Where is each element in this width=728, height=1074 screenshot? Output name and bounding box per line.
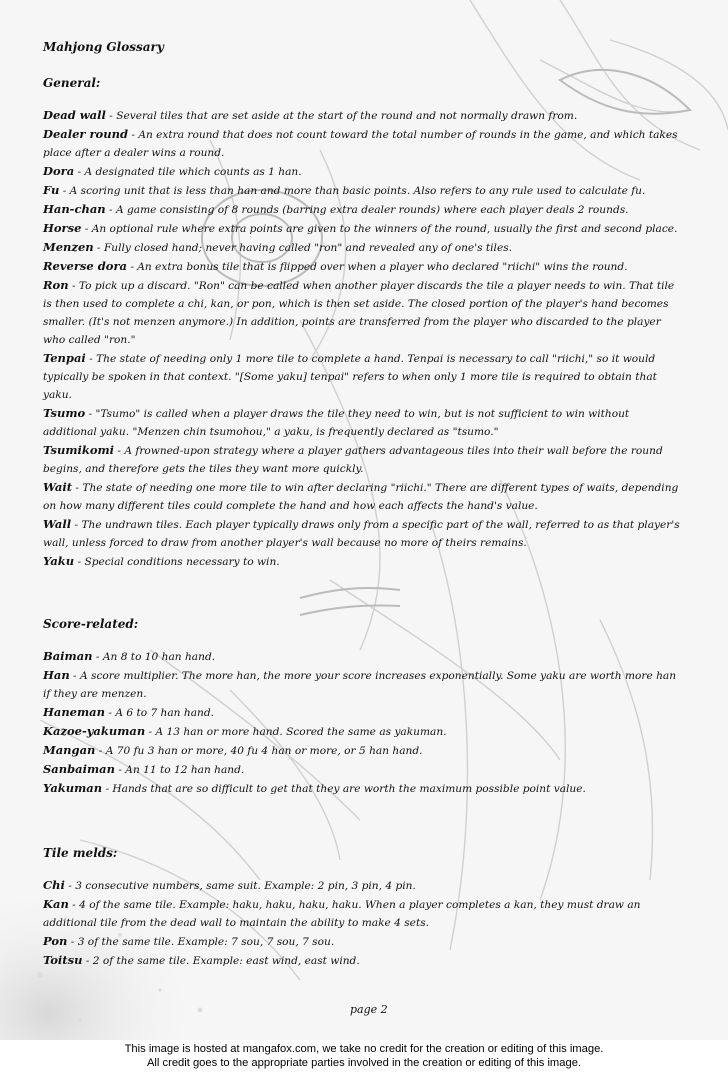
glossary-definition: To pick up a discard. "Ron" can be called when another player discards the tile a player needs to win. That tile is then used to complete a chi, kan, or pon, which is then set aside. The closed portion of the player's hand becomes smaller. (It's not menzen anymore.) In addition, points are transferred from the player who discarded to the player who called "ron."	[43, 280, 675, 346]
page-number: page 2	[350, 1003, 388, 1016]
glossary-term: Kazoe-yakuman	[43, 724, 146, 738]
glossary-term: Baiman	[43, 649, 93, 663]
glossary-definition: An optional rule where extra points are given to the winners of the round, usually the first and second place.	[91, 223, 678, 235]
glossary-sections	[43, 74, 683, 970]
glossary-term: Tenpai	[43, 351, 86, 365]
glossary-entry: Pon - 3 of the same tile. Example: 7 sou, 7 sou, 7 sou.	[43, 934, 335, 948]
glossary-term: Dead wall	[43, 108, 106, 122]
glossary-term: Yaku	[43, 554, 75, 568]
glossary-term: Tsumikomi	[43, 443, 115, 457]
glossary-entry: Haneman - A 6 to 7 han hand.	[43, 705, 214, 719]
glossary-entry: Dead wall - Several tiles that are set aside at the start of the round and not normally drawn from.	[43, 108, 578, 122]
section-heading: General:	[43, 76, 101, 90]
glossary-term: Dora	[43, 164, 75, 178]
glossary-definition: The state of needing only 1 more tile to complete a hand. Tenpai is necessary to call "riichi," so it would typically be spoken in that context. "[Some yaku] tenpai" refers to when only 1 more tile is required to obtain that yaku.	[43, 353, 657, 401]
glossary-definition: The undrawn tiles. Each player typically draws only from a specific part of the wall, referred to as that player's wall, unless forced to draw from another player's wall because no more of theirs remains.	[43, 519, 680, 549]
glossary-entry: Dora - A designated tile which counts as 1 han.	[43, 164, 302, 178]
glossary-term: Han	[43, 668, 70, 682]
glossary-term: Kan	[43, 897, 69, 911]
glossary-entry: Mangan - A 70 fu 3 han or more, 40 fu 4 han or more, or 5 han hand.	[43, 743, 423, 757]
glossary-definition: Fully closed hand; never having called "ron" and revealed any of one's tiles.	[103, 242, 513, 254]
glossary-entry: Kan - 4 of the same tile. Example: haku, haku, haku, haku. When a player completes a kan, they must draw an additional tile from the dead wall to maintain the ability to make 4 sets.	[43, 897, 641, 929]
glossary-definition: 3 consecutive numbers, same suit. Example: 2 pin, 3 pin, 4 pin.	[75, 880, 416, 892]
glossary-entry: Wait - The state of needing one more tile to win after declaring "riichi." There are different types of waits, depending on how many different tiles could complete the hand and how each affects the hand's value.	[43, 480, 679, 512]
glossary-term: Sanbaiman	[43, 762, 115, 776]
glossary-definition: 3 of the same tile. Example: 7 sou, 7 sou, 7 sou.	[77, 936, 335, 948]
glossary-term: Horse	[43, 221, 82, 235]
glossary-term: Dealer round	[43, 127, 128, 141]
glossary-term: Menzen	[43, 240, 94, 254]
glossary-entry: Han - A score multiplier. The more han, the more your score increases exponentially. Some yaku are worth more han if they are menzen.	[43, 668, 677, 700]
glossary-entry: Horse - An optional rule where extra points are given to the winners of the round, usually the first and second place.	[43, 221, 678, 235]
glossary-entry: Tsumikomi - A frowned-upon strategy where a player gathers advantageous tiles into their wall before the round begins, and therefore gets the tiles they want more quickly.	[43, 443, 663, 475]
glossary-entry: Baiman - An 8 to 10 han hand.	[43, 649, 216, 663]
glossary-term: Tsumo	[43, 406, 86, 420]
credit-line-2: All credit goes to the appropriate parties involved in the creation or editing of this image.	[146, 1057, 582, 1069]
glossary-entry: Fu - A scoring unit that is less than han and more than basic points. Also refers to any rule used to calculate fu.	[43, 183, 646, 197]
glossary-entry: Sanbaiman - An 11 to 12 han hand.	[43, 762, 245, 776]
glossary-definition: A scoring unit that is less than han and more than basic points. Also refers to any rule used to calculate fu.	[69, 185, 646, 197]
glossary-section	[43, 615, 683, 798]
glossary-entry: Menzen - Fully closed hand; never having called "ron" and revealed any of one's tiles.	[43, 240, 513, 254]
glossary-term: Yakuman	[43, 781, 103, 795]
glossary-entry: Wall - The undrawn tiles. Each player typically draws only from a specific part of the wall, referred to as that player's wall, unless forced to draw from another player's wall because no more of theirs remains.	[43, 517, 680, 549]
glossary-term: Toitsu	[43, 953, 83, 967]
glossary-definition: A designated tile which counts as 1 han.	[84, 166, 302, 178]
document-title: Mahjong Glossary	[43, 40, 164, 54]
glossary-definition: An extra round that does not count toward the total number of rounds in the game, and which takes place after a dealer wins a round.	[43, 129, 678, 159]
glossary-entry: Han-chan - A game consisting of 8 rounds (barring extra dealer rounds) where each player deals 2 rounds.	[43, 202, 629, 216]
glossary-section	[43, 844, 683, 970]
glossary-section	[43, 74, 683, 571]
glossary-entry: Ron - To pick up a discard. "Ron" can be called when another player discards the tile a player needs to win. That tile is then used to complete a chi, kan, or pon, which is then set aside. The closed portion of the player's hand becomes smaller. (It's not menzen anymore.) In addition, points are transferred from the player who discarded to the player who called "ron."	[43, 278, 675, 346]
glossary-definition: The state of needing one more tile to win after declaring "riichi." There are different types of waits, depending on how many different tiles could complete the hand and how each affects the hand's value.	[43, 482, 679, 512]
glossary-definition: An extra bonus tile that is flipped over when a player who declared "riichi" wins the round.	[137, 261, 628, 273]
glossary-definition: An 8 to 10 han hand.	[102, 651, 216, 663]
glossary-term: Ron	[43, 278, 69, 292]
glossary-term: Wait	[43, 480, 73, 494]
glossary-content	[43, 38, 683, 970]
glossary-definition: Several tiles that are set aside at the start of the round and not normally drawn from.	[116, 110, 578, 122]
glossary-definition: Hands that are so difficult to get that they are worth the maximum possible point value.	[112, 783, 586, 795]
glossary-definition: A 70 fu 3 han or more, 40 fu 4 han or more, or 5 han hand.	[105, 745, 423, 757]
section-heading: Score-related:	[43, 617, 139, 631]
glossary-term: Fu	[43, 183, 60, 197]
glossary-entry: Tenpai - The state of needing only 1 more tile to complete a hand. Tenpai is necessary to call "riichi," so it would typically be spoken in that context. "[Some yaku] tenpai" refers to when only 1 more tile is required to obtain that yaku.	[43, 351, 657, 401]
glossary-term: Pon	[43, 934, 68, 948]
glossary-definition: A frowned-upon strategy where a player gathers advantageous tiles into their wall before the round begins, and therefore gets the tiles they want more quickly.	[43, 445, 663, 475]
section-heading: Tile melds:	[43, 846, 118, 860]
glossary-entry: Chi - 3 consecutive numbers, same suit. Example: 2 pin, 3 pin, 4 pin.	[43, 878, 416, 892]
glossary-term: Haneman	[43, 705, 105, 719]
glossary-definition: "Tsumo" is called when a player draws the tile they need to win, but is not sufficient to win without additional yaku. "Menzen chin tsumohou," a yaku, is frequently declared as "tsumo."	[43, 408, 630, 438]
glossary-entry: Kazoe-yakuman - A 13 han or more hand. Scored the same as yakuman.	[43, 724, 447, 738]
credit-notice	[0, 1042, 728, 1070]
credit-line-1: This image is hosted at mangafox.com, we take no credit for the creation or editing of this image.	[124, 1043, 604, 1055]
glossary-definition: Special conditions necessary to win.	[84, 556, 280, 568]
glossary-entry: Yaku - Special conditions necessary to win.	[43, 554, 280, 568]
glossary-entry: Dealer round - An extra round that does not count toward the total number of rounds in the game, and which takes place after a dealer wins a round.	[43, 127, 678, 159]
glossary-term: Han-chan	[43, 202, 106, 216]
glossary-definition: A 13 han or more hand. Scored the same as yakuman.	[155, 726, 447, 738]
glossary-definition: A 6 to 7 han hand.	[115, 707, 214, 719]
glossary-term: Reverse dora	[43, 259, 127, 273]
glossary-entry: Tsumo - "Tsumo" is called when a player draws the tile they need to win, but is not sufficient to win without additional yaku. "Menzen chin tsumohou," a yaku, is frequently declared as "tsumo."	[43, 406, 630, 438]
glossary-term: Mangan	[43, 743, 96, 757]
glossary-definition: A score multiplier. The more han, the more your score increases exponentially. Some yaku are worth more han if they are menzen.	[43, 670, 677, 700]
glossary-entry: Toitsu - 2 of the same tile. Example: east wind, east wind.	[43, 953, 360, 967]
glossary-definition: 2 of the same tile. Example: east wind, east wind.	[92, 955, 360, 967]
glossary-definition: 4 of the same tile. Example: haku, haku, haku, haku. When a player completes a kan, they must draw an additional tile from the dead wall to maintain the ability to make 4 sets.	[43, 899, 641, 929]
glossary-term: Wall	[43, 517, 72, 531]
glossary-term: Chi	[43, 878, 65, 892]
glossary-entry: Yakuman - Hands that are so difficult to get that they are worth the maximum possible point value.	[43, 781, 586, 795]
glossary-definition: A game consisting of 8 rounds (barring extra dealer rounds) where each player deals 2 rounds.	[115, 204, 629, 216]
glossary-definition: An 11 to 12 han hand.	[125, 764, 245, 776]
glossary-entry: Reverse dora - An extra bonus tile that is flipped over when a player who declared "riichi" wins the round.	[43, 259, 628, 273]
